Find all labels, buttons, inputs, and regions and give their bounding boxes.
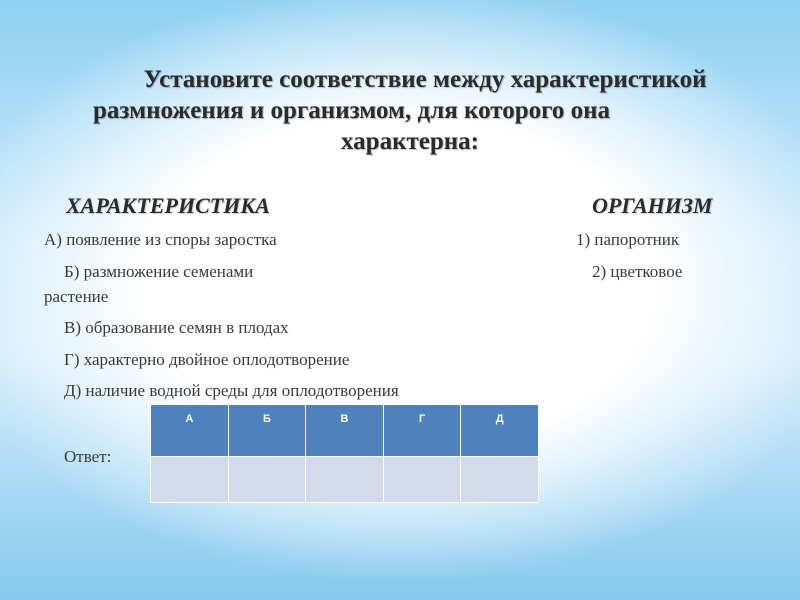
answer-col-b: Б bbox=[228, 405, 306, 457]
title-line-2: размножения и организмом, для которого она bbox=[93, 97, 610, 124]
answer-col-a: А bbox=[151, 405, 229, 457]
answer-cell-d[interactable] bbox=[461, 457, 539, 503]
title-line-1: Установите соответствие между характеристикой bbox=[143, 66, 707, 93]
answer-col-d: Д bbox=[461, 405, 539, 457]
title-line-3: характерна: bbox=[341, 128, 479, 155]
organism-header: ОРГАНИЗМ bbox=[592, 193, 713, 218]
item-a: А) появление из споры заростка bbox=[44, 230, 277, 249]
item-d: Д) наличие водной среды для оплодотворения bbox=[64, 381, 399, 400]
organism-1: 1) папоротник bbox=[576, 230, 680, 249]
answer-table bbox=[150, 404, 539, 503]
characteristic-header: ХАРАКТЕРИСТИКА bbox=[66, 193, 270, 218]
answer-cell-g[interactable] bbox=[383, 457, 461, 503]
organism-2: 2) цветковое bbox=[592, 262, 683, 281]
answer-col-v: В bbox=[306, 405, 384, 457]
task-title bbox=[40, 64, 780, 157]
answer-header-row bbox=[151, 405, 539, 457]
answer-cell-a[interactable] bbox=[151, 457, 229, 503]
item-b: Б) размножение семенами bbox=[64, 262, 254, 281]
answer-label: Ответ: bbox=[64, 447, 112, 466]
answer-col-g: Г bbox=[383, 405, 461, 457]
answer-cell-v[interactable] bbox=[306, 457, 384, 503]
item-v: В) образование семян в плодах bbox=[64, 318, 289, 337]
organism-2-continuation: растение bbox=[44, 287, 109, 306]
answer-cell-b[interactable] bbox=[228, 457, 306, 503]
answer-input-row bbox=[151, 457, 539, 503]
item-g: Г) характерно двойное оплодотворение bbox=[64, 350, 350, 369]
